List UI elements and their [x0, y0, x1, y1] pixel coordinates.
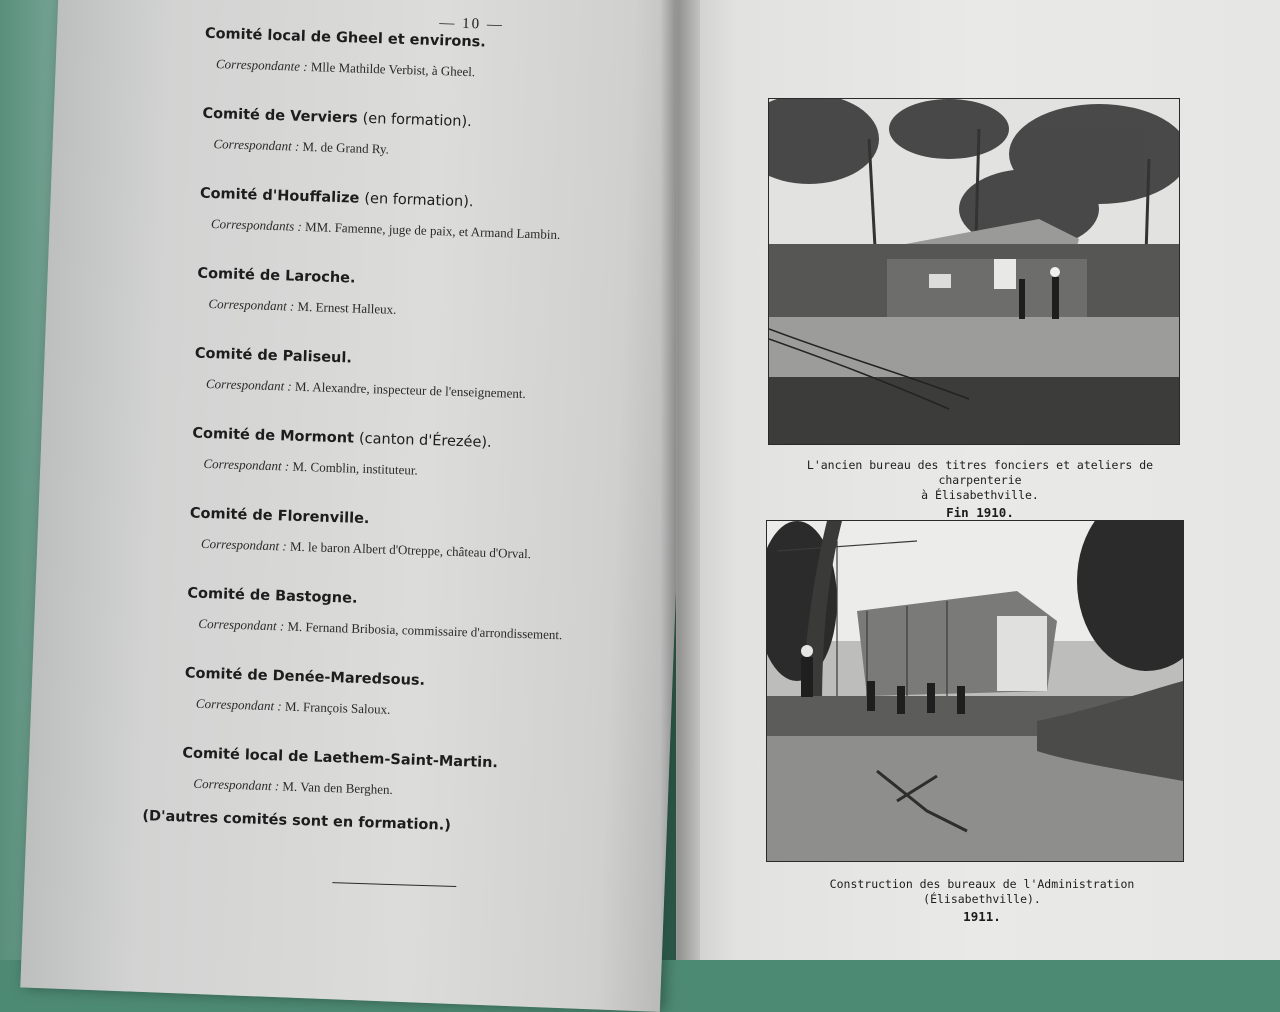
correspondent-detail: M. Ernest Halleux.	[297, 298, 397, 317]
committee-name: Comité de Paliseul.	[194, 345, 353, 367]
caption-year: 1911.	[963, 909, 1001, 924]
correspondent-detail: Mlle Mathilde Verbist, à Gheel.	[310, 59, 476, 80]
left-page-text	[120, 0, 670, 976]
correspondent-detail: M. François Saloux.	[284, 698, 391, 717]
end-rule	[332, 882, 456, 887]
photo-administration-offices-image	[767, 521, 1183, 861]
correspondent-detail: M. le baron Albert d'Otreppe, château d'Orval.	[289, 538, 532, 562]
committee-note: (en formation).	[364, 190, 474, 211]
correspondent-label: Correspondant :	[208, 295, 295, 314]
caption-old-land-office	[770, 458, 1190, 520]
committee-name: Comité de Denée-Maredsous.	[184, 665, 426, 689]
page-number: — 10 —	[439, 15, 505, 34]
committee-name: Comité de Laroche.	[197, 265, 356, 287]
committee-name: Comité de Verviers	[202, 105, 358, 127]
photo-old-land-office	[768, 98, 1180, 445]
correspondent-label: Correspondant :	[195, 695, 282, 714]
committee-entry	[199, 186, 670, 247]
correspondent-label: Correspondants :	[210, 216, 303, 234]
caption-line: à Élisabethville.	[921, 488, 1039, 502]
correspondent-label: Correspondant :	[198, 615, 285, 634]
photo-administration-offices	[766, 520, 1184, 862]
committee-entry	[204, 26, 675, 87]
correspondent-label: Correspondante :	[215, 56, 308, 74]
committee-entry	[201, 106, 672, 167]
photo-old-land-office-image	[769, 99, 1179, 444]
committee-entry	[196, 266, 667, 327]
caption-administration-offices	[772, 877, 1192, 924]
correspondent-label: Correspondant :	[200, 535, 287, 554]
committee-entry	[184, 665, 655, 726]
caption-year: Fin 1910.	[946, 505, 1014, 520]
correspondent-label: Correspondant :	[213, 136, 300, 154]
correspondent-detail: M. Comblin, instituteur.	[292, 458, 419, 478]
caption-line: Construction des bureaux de l'Administration (Élisabethville).	[829, 877, 1135, 906]
committee-note: (en formation).	[362, 110, 472, 131]
correspondent-label: Correspondant :	[205, 375, 293, 394]
committee-entry	[194, 346, 665, 407]
committee-name: Comité de Mormont	[192, 425, 355, 447]
committee-name: Comité local de Gheel et environs.	[204, 25, 487, 51]
committee-name: Comité de Florenville.	[189, 505, 370, 528]
committee-entry	[191, 426, 662, 487]
correspondent-label: Correspondant :	[193, 775, 280, 794]
committee-entry	[181, 745, 652, 806]
correspondent-detail: M. Fernand Bribosia, commissaire d'arrondissement.	[287, 618, 563, 643]
correspondent-detail: M. Van den Berghen.	[282, 778, 394, 798]
committee-entry	[186, 585, 657, 646]
correspondent-label: Correspondant :	[203, 455, 290, 474]
correspondent-detail: M. de Grand Ry.	[302, 138, 390, 157]
caption-line: L'ancien bureau des titres fonciers et ateliers de charpenterie	[806, 458, 1154, 487]
committee-note: (canton d'Érezée).	[358, 430, 492, 451]
committee-entry	[189, 506, 660, 567]
correspondent-detail: M. Alexandre, inspecteur de l'enseignement.	[294, 378, 526, 401]
correspondent-detail: MM. Famenne, juge de paix, et Armand Lambin.	[304, 218, 561, 242]
committee-name: Comité local de Laethem-Saint-Martin.	[182, 745, 499, 772]
closing-note: (D'autres comités sont en formation.)	[142, 808, 452, 834]
committee-name: Comité d'Houffalize	[199, 185, 360, 207]
committee-name: Comité de Bastogne.	[187, 585, 358, 607]
